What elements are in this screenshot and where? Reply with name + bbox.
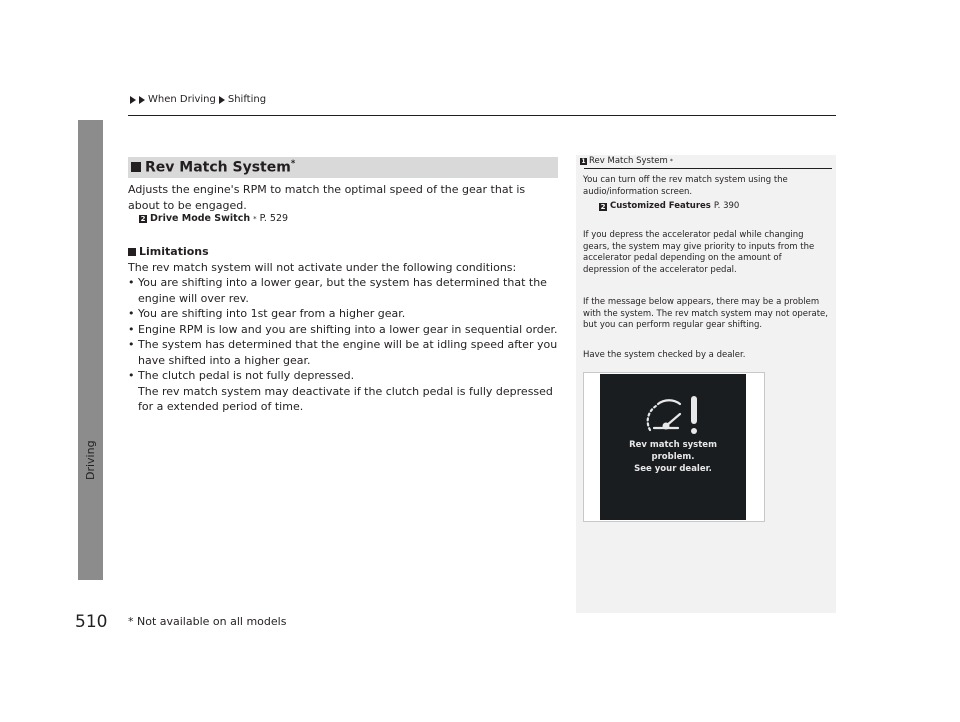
note-asterisk: * bbox=[669, 157, 673, 165]
note-icon: 1 bbox=[581, 157, 586, 165]
xref-page: P. 529 bbox=[259, 213, 289, 224]
section-heading bbox=[128, 157, 558, 178]
subhead-square-icon bbox=[128, 248, 136, 256]
intro-paragraph: Adjusts the engine's RPM to match the optimal speed of the gear that is about to be engaged. bbox=[128, 183, 526, 212]
xref-page: P. 390 bbox=[713, 201, 740, 211]
xref-arrow-icon: 2 bbox=[140, 214, 146, 223]
section-square-icon bbox=[131, 162, 141, 172]
breadcrumb-level2: Shifting bbox=[227, 94, 267, 105]
section-asterisk: * bbox=[290, 158, 296, 168]
limitations-list bbox=[128, 275, 558, 384]
note-title: Rev Match System bbox=[589, 156, 668, 166]
screen-line1: Rev match system bbox=[629, 440, 717, 450]
breadcrumb-arrow-icon bbox=[139, 96, 145, 104]
xref-drive-mode[interactable] bbox=[139, 213, 288, 224]
section-title: Rev Match System bbox=[145, 159, 291, 176]
note-p4: Have the system checked by a dealer. bbox=[583, 350, 746, 360]
limitations-block bbox=[128, 244, 558, 415]
xref-label: Drive Mode Switch bbox=[150, 213, 251, 224]
side-tab-label: Driving bbox=[84, 440, 97, 480]
warning-screen bbox=[600, 374, 746, 520]
limitations-heading: Limitations bbox=[139, 245, 209, 258]
note-p2: If you depress the accelerator pedal while changing gears, the system may give priority to inputs from the accelerator pedal depending on the amount of depression of the accelerator pedal. bbox=[583, 230, 815, 276]
limitations-intro: The rev match system will not activate under the following conditions: bbox=[128, 260, 517, 274]
list-item-detail: The rev match system may deactivate if the clutch pedal is fully depressed for a extended period of time. bbox=[138, 384, 553, 413]
breadcrumb-level1: When Driving bbox=[148, 94, 216, 105]
xref-customized-features[interactable] bbox=[599, 201, 739, 213]
note-p3: If the message below appears, there may be a problem with the system. The rev match system may not operate, but you can perform regular gear shifting. bbox=[583, 297, 828, 331]
page-number: 510 bbox=[75, 612, 108, 632]
footnote: * Not available on all models bbox=[128, 615, 287, 628]
xref-asterisk: * bbox=[253, 214, 257, 223]
list-item: • You are shifting into 1st gear from a higher gear. bbox=[128, 306, 558, 322]
side-tab bbox=[78, 120, 103, 580]
screen-line3: See your dealer. bbox=[634, 464, 712, 474]
xref-arrow-icon: 2 bbox=[600, 202, 606, 211]
rev-match-warning-icon bbox=[644, 392, 704, 440]
list-item: • Engine RPM is low and you are shifting into a lower gear in sequential order. bbox=[128, 322, 558, 338]
breadcrumb-arrow-icon bbox=[130, 96, 136, 104]
screen-line2: problem. bbox=[651, 452, 695, 462]
list-item: • The clutch pedal is not fully depressed. bbox=[128, 368, 558, 384]
breadcrumb-arrow-icon bbox=[219, 96, 225, 104]
breadcrumb bbox=[130, 94, 266, 105]
note-p1: You can turn off the rev match system using the audio/information screen. bbox=[583, 175, 788, 197]
list-item: • You are shifting into a lower gear, but the system has determined that the engine will over rev. bbox=[128, 275, 558, 306]
header-rule bbox=[128, 115, 836, 116]
list-item: • The system has determined that the engine will be at idling speed after you have shifted into a higher gear. bbox=[128, 337, 558, 368]
note-rule bbox=[584, 168, 832, 169]
xref-label: Customized Features bbox=[610, 201, 711, 211]
note-heading bbox=[580, 156, 673, 166]
